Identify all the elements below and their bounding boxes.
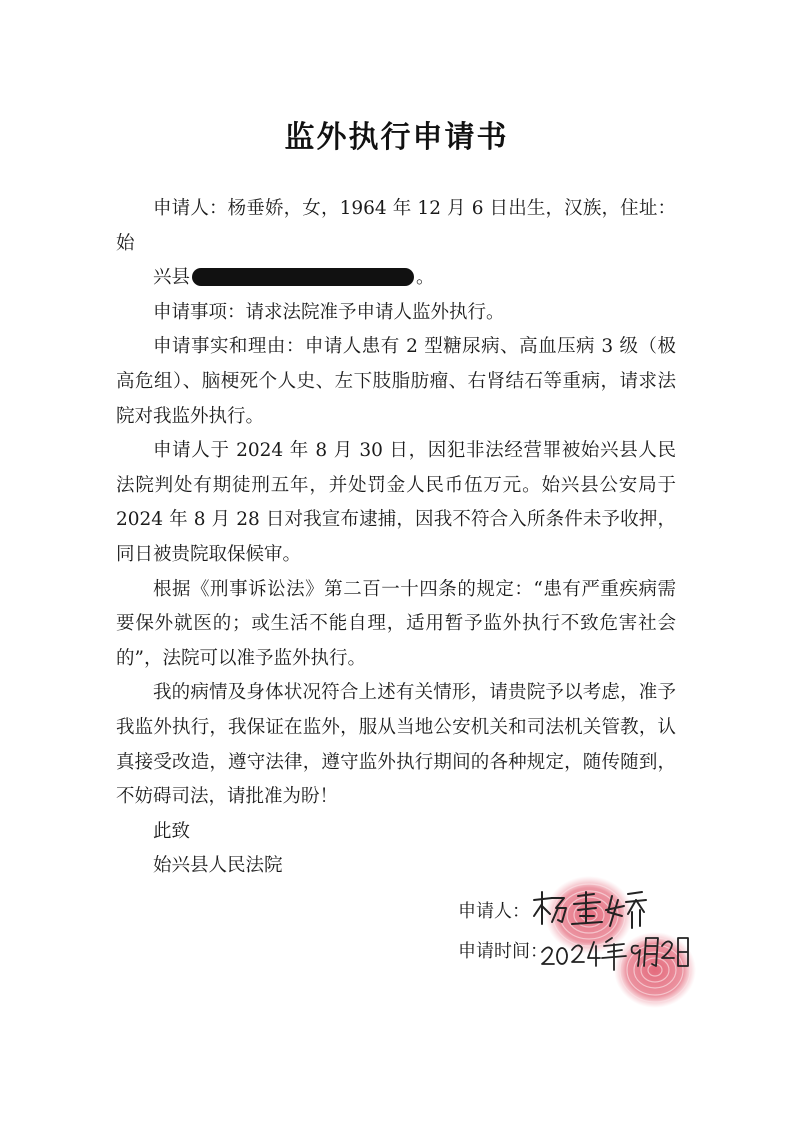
handwritten-date <box>540 932 690 972</box>
signature-block <box>458 892 548 972</box>
legal-basis: 根据《刑事诉讼法》第二百一十四条的规定：“患有严重疾病需要保外就医的；或生活不能自理，适用暂予监外执行不致危害社会的”，法院可以准予监外执行。 <box>116 578 676 669</box>
document-title: 监外执行申请书 <box>284 120 509 155</box>
request-matter: 申请事项：请求法院准予申请人监外执行。 <box>153 301 505 323</box>
recipient: 始兴县人民法院 <box>153 855 283 877</box>
applicant-paragraph <box>116 192 676 261</box>
applicant-signature-row <box>458 892 548 932</box>
applicant-info: 申请人：杨垂娇，女，1964 年 12 月 6 日出生，汉族，住址：始 <box>116 198 676 254</box>
redaction-bar <box>192 268 414 286</box>
case-background: 申请人于 2024 年 8 月 30 日，因犯非法经营罪被始兴县人民法院判处有期徒刑五年，并处罚金人民币伍万元。始兴县公安局于 2024 年 8 月 28 日对我宣布逮捕，因我不符合入所条件未予收押，同日被贵院取保候审。 <box>116 440 676 565</box>
facts-reason: 申请事实和理由：申请人患有 2 型糖尿病、高血压病 3 级（极高危组）、脑梗死个人史、左下肢脂肪瘤、右肾结石等重病，请求法院对我监外执行。 <box>116 336 676 427</box>
applicant-handwritten-signature <box>530 886 650 932</box>
address-suffix: 。 <box>416 267 435 289</box>
closing: 此致 <box>153 820 191 842</box>
applicant-label: 申请人： <box>458 901 530 922</box>
plea: 我的病情及身体状况符合上述有关情形，请贵院予以考虑，准予我监外执行，我保证在监外，服从当地公安机关和司法机关管教，认真接受改造，遵守法律，遵守监外执行期间的各种规定，随传随到，不妨碍司法，请批准为盼！ <box>116 682 676 808</box>
address-prefix: 兴县 <box>153 267 191 289</box>
date-label: 申请时间： <box>458 941 548 962</box>
date-row <box>458 932 548 972</box>
document-body <box>116 192 676 884</box>
address-line <box>116 261 676 296</box>
